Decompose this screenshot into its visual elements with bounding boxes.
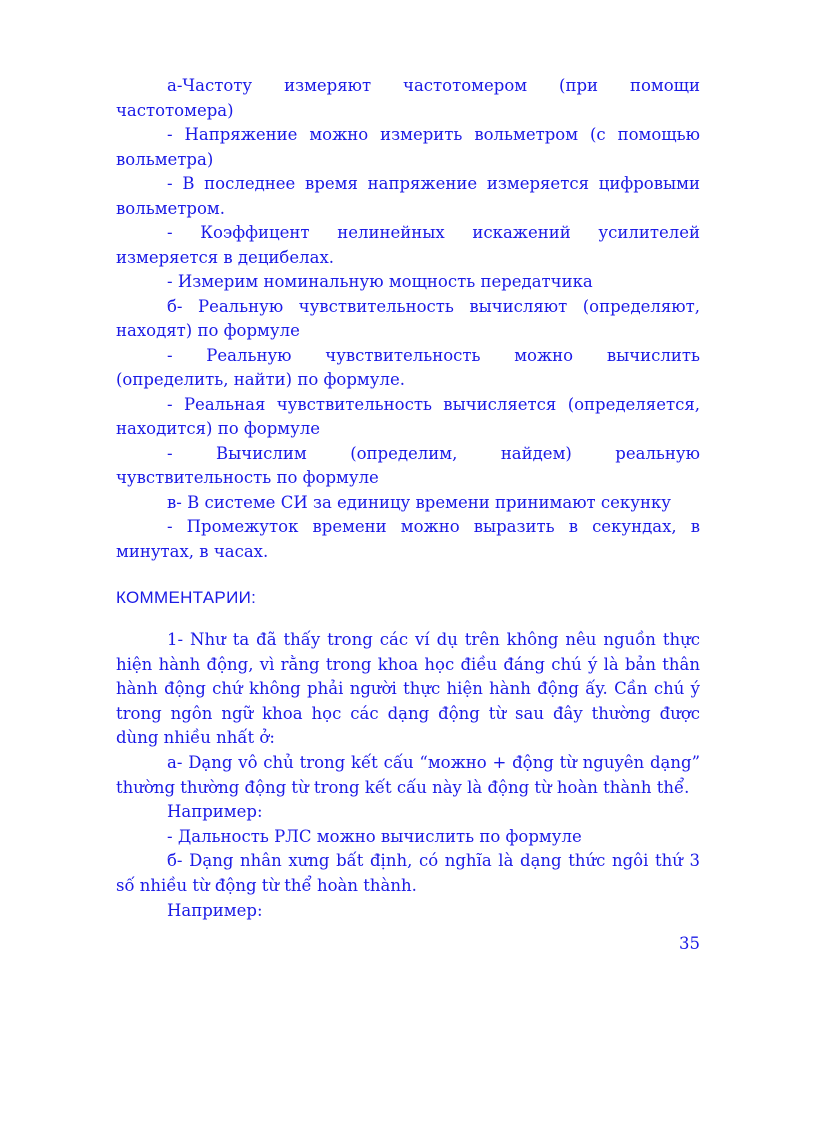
paragraph: Например: [167,802,263,822]
paragraph: - Реальную чувствительность можно вычислить (определить, найти) по формуле. [116,345,700,389]
paragraph: Например: [167,900,263,920]
section-heading: КОММЕНТАРИИ: [116,588,257,607]
paragraph: - Промежуток времени можно выразить в секундах, в минутах, в часах. [116,517,700,561]
paragraph: 1- Như ta đã thấy trong các ví dụ trên không nêu nguồn thực hiện hành động, vì rằng trong khoa học điều đáng chú ý là bản thân hành động chứ không phải người thực hiện hành động ấy. Cần chú ý trong ngôn ngữ khoa học các dạng động từ sau đây thường được dùng nhiều nhất ở: [116,630,700,748]
paragraph: - Вычислим (определим, найдем) реальную чувствительность по формуле [116,443,700,487]
page-content [116,74,700,923]
comments-section [116,628,700,923]
paragraph: в- В системе СИ за единицу времени принимают секунку [167,492,671,512]
paragraph: - Коэффицент нелинейных искажений усилителей измеряется в децибелах. [116,223,700,267]
examples-section [116,74,700,564]
paragraph: - В последнее время напряжение измеряется цифровыми вольметром. [116,174,700,218]
paragraph: б- Реальную чувствительность вычисляют (определяют, находят) по формуле [116,296,700,340]
paragraph: б- Dạng nhân xưng bất định, có nghĩa là dạng thức ngôi thứ 3 số nhiều từ động từ thể hoàn thành. [116,851,700,895]
paragraph: - Напряжение можно измерить вольметром (с помощью вольметра) [116,125,700,169]
paragraph: - Дальность РЛС можно вычислить по формуле [167,826,582,846]
paragraph: - Измерим номинальную мощность передатчика [167,272,593,291]
paragraph: a- Dạng vô chủ trong kết cấu “можно + động từ nguyên dạng” thường thường động từ trong kết cấu này là động từ hoàn thành thể. [116,752,700,797]
paragraph: а-Частоту измеряют частотомером (при помощи частотомера) [116,76,700,120]
paragraph: - Реальная чувствительность вычисляется (определяется, находится) по формуле [116,394,700,438]
page-number: 35 [679,934,700,953]
